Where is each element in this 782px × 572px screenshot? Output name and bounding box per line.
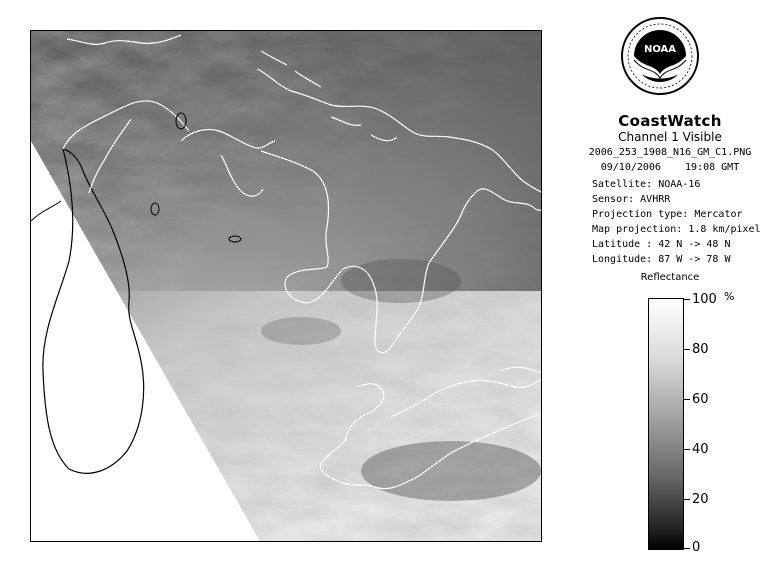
projection-type-label: Projection type: Mercator	[592, 209, 743, 220]
satellite-label: Satellite: NOAA-16	[592, 179, 701, 190]
datetime-label: 09/10/2006 19:08 GMT	[600, 162, 740, 173]
reflectance-colorbar	[648, 298, 684, 550]
sensor-label: Sensor: AVHRR	[592, 194, 671, 205]
satellite-map	[30, 30, 542, 542]
filename-label: 2006_253_1908_N16_GM_C1.PNG	[588, 147, 752, 158]
colorbar-tick	[684, 349, 690, 350]
colorbar-tick-label: 0	[692, 540, 701, 555]
colorbar-tick-label: 80	[692, 342, 709, 357]
longitude-label: Longitude: 87 W -> 78 W	[592, 254, 731, 265]
colorbar-tick-label: 20	[692, 492, 709, 507]
noaa-logo-text: NOAA	[643, 44, 677, 55]
product-title: Channel 1 Visible	[618, 130, 722, 144]
legend-title: Reflectance	[640, 272, 700, 283]
map-projection-label: Map projection: 1.8 km/pixel	[592, 224, 761, 235]
colorbar-tick-label: 60	[692, 392, 709, 407]
satellite-image	[31, 31, 542, 542]
latitude-label: Latitude : 42 N -> 48 N	[592, 239, 731, 250]
colorbar-tick	[684, 499, 690, 500]
colorbar-tick	[684, 399, 690, 400]
noaa-logo-icon	[620, 16, 700, 96]
colorbar-tick	[684, 299, 690, 300]
colorbar-tick	[684, 548, 690, 549]
legend-unit: %	[724, 290, 735, 303]
colorbar-tick	[684, 449, 690, 450]
colorbar-tick-label: 100	[692, 292, 717, 307]
brand-title: CoastWatch	[618, 112, 722, 130]
colorbar-tick-label: 40	[692, 442, 709, 457]
